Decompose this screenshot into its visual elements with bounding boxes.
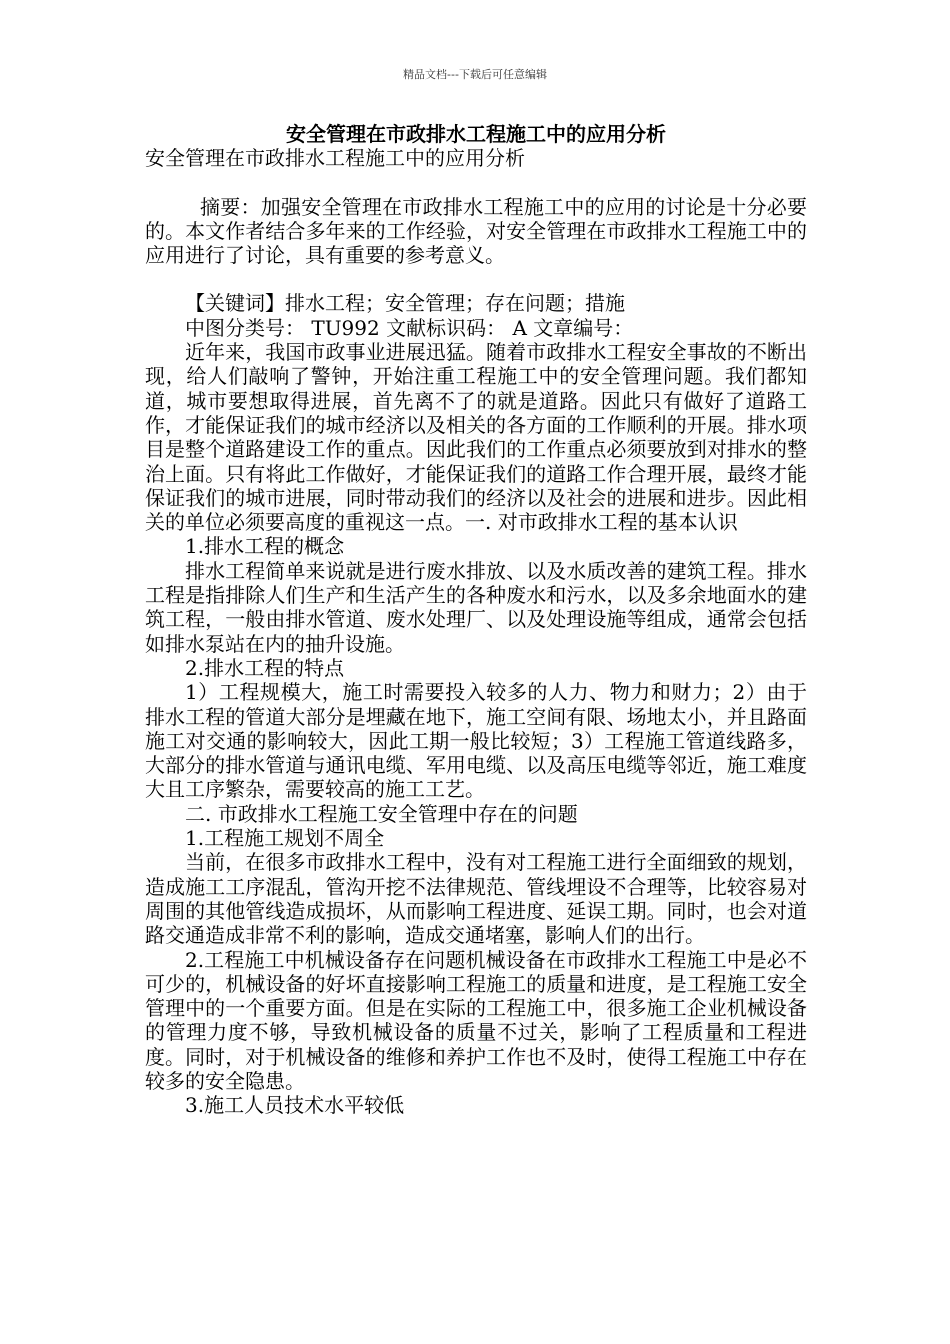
document-body [145, 122, 807, 1118]
body-paragraph: 2.工程施工中机械设备存在问题机械设备在市政排水工程施工中是必不可少的，机械设备的好坏直接影响工程施工的质量和进度，是工程施工安全管理中的一个重要方面。但是在实际的工程施工中，很多施工企业机械设备的管理力度不够，导致机械设备的质量不过关，影响了工程质量和工程进度。同时，对于机械设备的维修和养护工作也不及时，使得工程施工中存在较多的安全隐患。 [145, 947, 807, 1093]
section-heading: 3.施工人员技术水平较低 [185, 1093, 405, 1118]
document-title: 安全管理在市政排水工程施工中的应用分析 [286, 122, 666, 146]
page-header: 精品文档---下载后可任意编辑 [403, 68, 547, 81]
body-paragraph: 排水工程简单来说就是进行废水排放、以及水质改善的建筑工程。排水工程是指排除人们生产和生活产生的各种废水和污水，以及多余地面水的建筑工程，一般由排水管道、废水处理厂、以及处理设施等组成，通常会包括如排水泵站在内的抽升设施。 [145, 558, 807, 656]
body-paragraph: 近年来，我国市政事业进展迅猛。随着市政排水工程安全事故的不断出现，给人们敲响了警钟，开始注重工程施工中的安全管理问题。我们都知道，城市要想取得进展，首先离不了的就是道路。因此只有做好了道路工作，才能保证我们的城市经济以及相关的各方面的工作顺利的开展。排水项目是整个道路建设工作的重点。因此我们的工作重点必须要放到对排水的整治上面。只有将此工作做好，才能保证我们的道路工作合理开展，最终才能保证我们的城市进展，同时带动我们的经济以及社会的进展和进步。因此相关的单位必须要高度的重视这一点。一. 对市政排水工程的基本认识 [145, 340, 807, 535]
body-paragraph: 当前，在很多市政排水工程中，没有对工程施工进行全面细致的规划，造成施工工序混乱，管沟开挖不法律规范、管线埋设不合理等，比较容易对周围的其他管线造成损坏，从而影响工程进度、延误工期。同时，也会对道路交通造成非常不利的影响，造成交通堵塞，影响人们的出行。 [145, 850, 807, 948]
body-paragraph: 1）工程规模大，施工时需要投入较多的人力、物力和财力；2）由于排水工程的管道大部分是埋藏在地下，施工空间有限、场地太小，并且路面施工对交通的影响较大，因此工期一般比较短；3）工程施工管道线路多，大部分的排水管道与通讯电缆、军用电缆、以及高压电缆等邻近，施工难度大且工序繁杂，需要较高的施工工艺。 [145, 680, 807, 802]
spacer [145, 171, 807, 195]
section-heading: 1.排水工程的概念 [185, 534, 345, 559]
document-subtitle: 安全管理在市政排水工程施工中的应用分析 [145, 146, 525, 171]
section-heading: 1.工程施工规划不周全 [185, 826, 385, 851]
classification-line: 中图分类号： TU992 文献标识码： A 文章编号： [185, 315, 634, 340]
abstract-paragraph: 摘要：加强安全管理在市政排水工程施工中的应用的讨论是十分必要的。本文作者结合多年来的工作经验，对安全管理在市政排水工程施工中的应用进行了讨论，具有重要的参考意义。 [145, 194, 807, 268]
keywords-line: 【关键词】排水工程；安全管理；存在问题；措施 [185, 291, 625, 316]
spacer [145, 267, 807, 291]
section-heading: 2.排水工程的特点 [185, 655, 345, 680]
chapter-heading: 二. 市政排水工程施工安全管理中存在的问题 [185, 801, 578, 826]
